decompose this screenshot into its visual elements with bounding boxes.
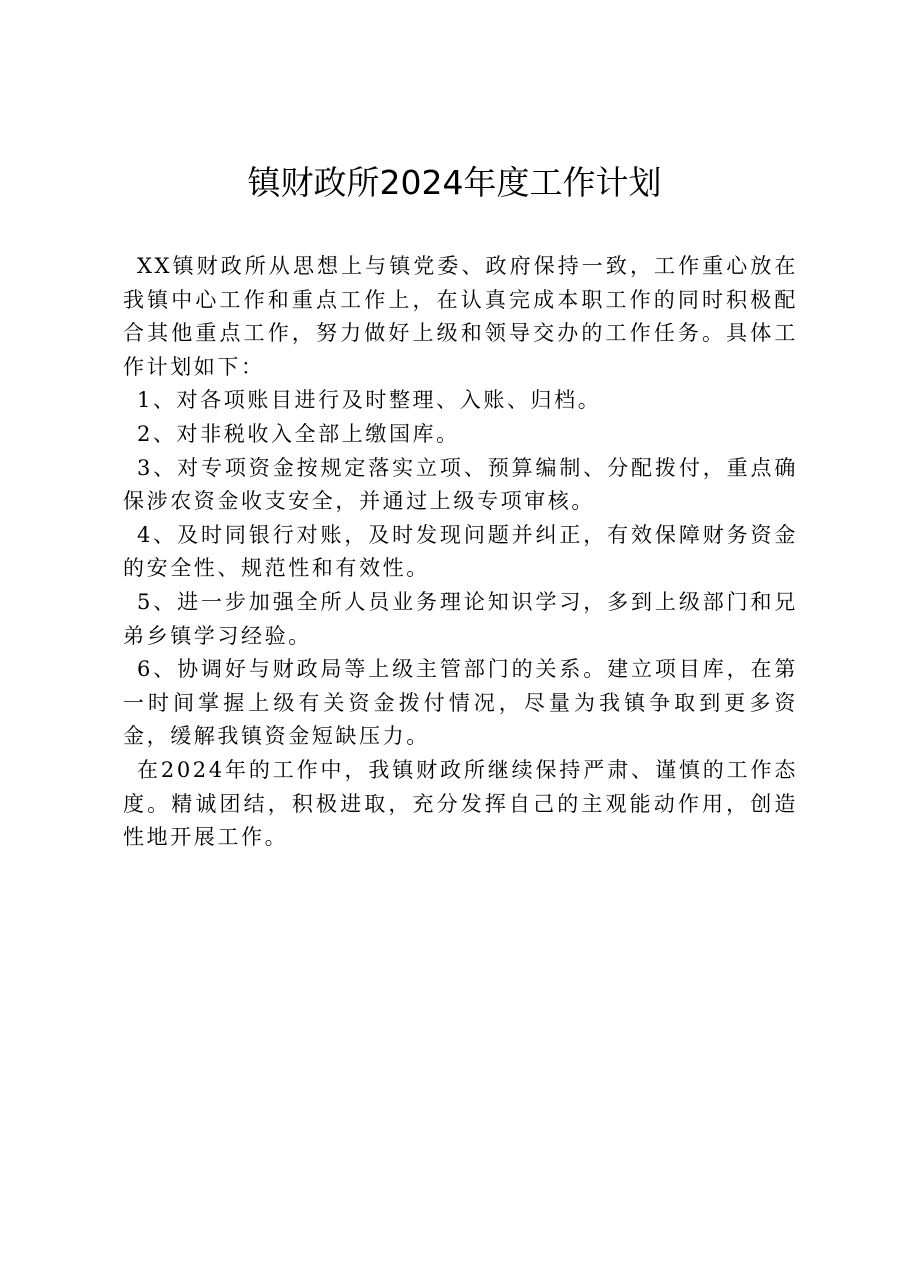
plan-item-2: 2、对非税收入全部上缴国库。 <box>137 421 460 446</box>
plan-item-6: 6、协调好与财政局等上级主管部门的关系。建立项目库，在第一时间掌握上级有关资金拨付情况，尽量为我镇争取到更多资金，缓解我镇资金短缺压力。 <box>123 657 798 749</box>
plan-item-4: 4、及时同银行对账，及时发现问题并纠正，有效保障财务资金的安全性、规范性和有效性。 <box>123 522 798 581</box>
closing-paragraph: 在2024年的工作中，我镇财政所继续保持严肃、谨慎的工作态度。精诚团结，积极进取，充分发挥自己的主观能动作用，创造性地开展工作。 <box>123 757 798 850</box>
document-title: 镇财政所2024年度工作计划 <box>247 163 662 202</box>
plan-item-3: 3、对专项资金按规定落实立项、预算编制、分配拨付，重点确保涉农资金收支安全，并通过上级专项审核。 <box>123 455 798 514</box>
plan-item-5: 5、进一步加强全所人员业务理论知识学习，多到上级部门和兄弟乡镇学习经验。 <box>123 589 798 648</box>
document-body <box>123 250 798 855</box>
plan-item-1: 1、对各项账目进行及时整理、入账、归档。 <box>137 388 602 413</box>
intro-paragraph: XX镇财政所从思想上与镇党委、政府保持一致，工作重心放在我镇中心工作和重点工作上，在认真完成本职工作的同时积极配合其他重点工作，努力做好上级和领导交办的工作任务。具体工作计划如下： <box>123 254 798 379</box>
